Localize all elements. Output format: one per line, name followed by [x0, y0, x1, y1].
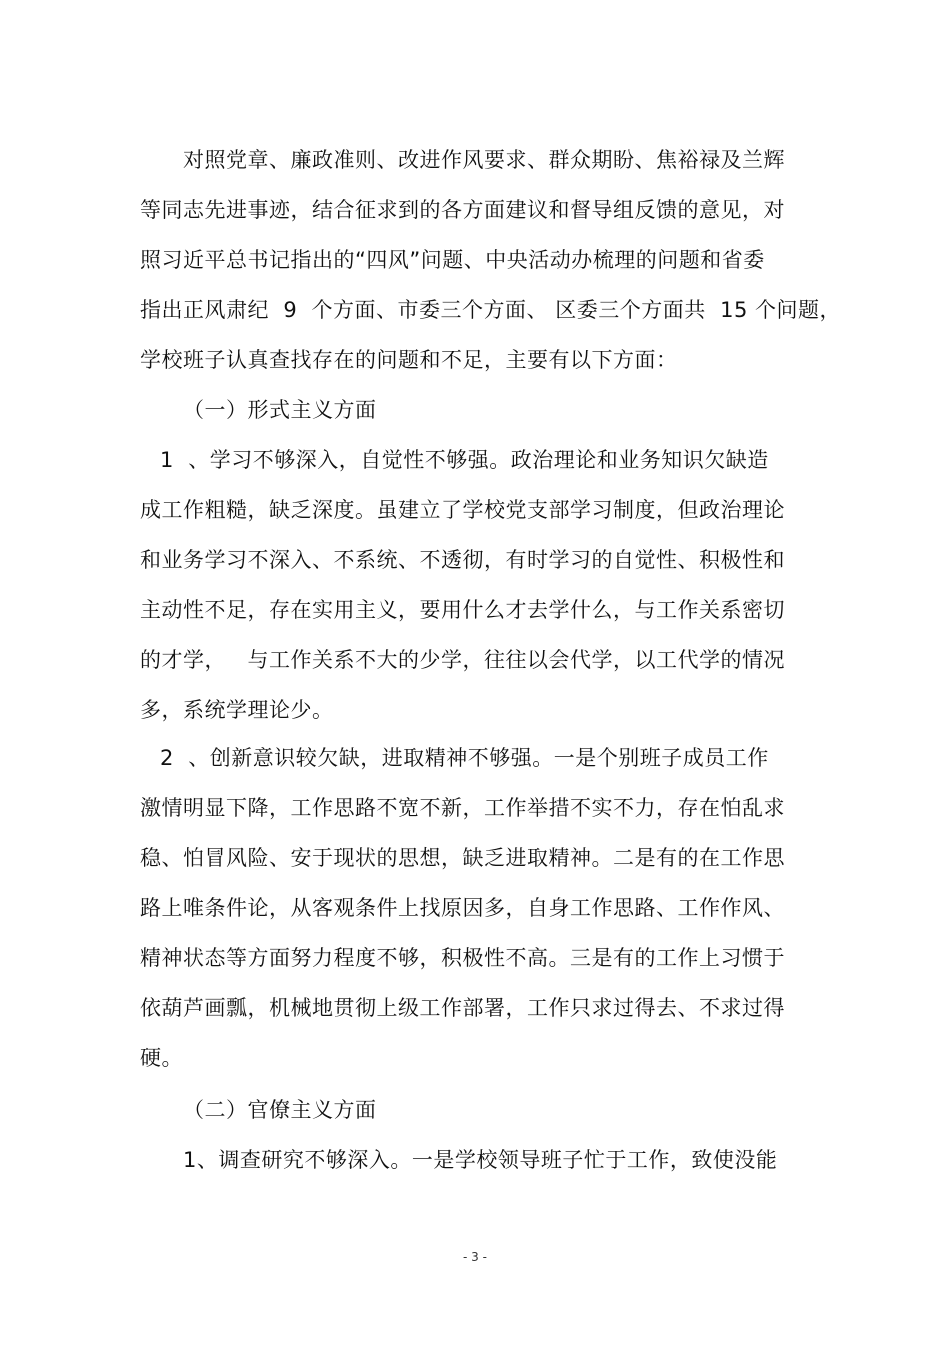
paragraph-line: 1、调查研究不够深入。一是学校领导班子忙于工作，致使没能: [183, 1148, 778, 1172]
paragraph-line: 主动性不足，存在实用主义，要用什么才去学什么，与工作关系密切: [140, 598, 785, 622]
paragraph-line: 指出正风肃纪 9 个方面、市委三个方面、 区委三个方面共 15 个问题，: [140, 298, 841, 322]
paragraph-line: 和业务学习不深入、不系统、不透彻，有时学习的自觉性、积极性和: [140, 548, 785, 572]
paragraph-line: 的才学， 与工作关系不大的少学，往往以会代学，以工代学的情况: [140, 648, 786, 672]
paragraph-line: 学校班子认真查找存在的问题和不足，主要有以下方面：: [140, 348, 678, 372]
paragraph-line: 对照党章、廉政准则、改进作风要求、群众期盼、焦裕禄及兰辉: [183, 148, 785, 172]
paragraph-line: 等同志先进事迹，结合征求到的各方面建议和督导组反馈的意见，对: [140, 198, 785, 222]
paragraph-line: 精神状态等方面努力程度不够，积极性不高。三是有的工作上习惯于: [140, 946, 785, 970]
paragraph-line: 稳、怕冒风险、安于现状的思想，缺乏进取精神。二是有的在工作思: [140, 846, 785, 870]
paragraph-line: 1 、学习不够深入，自觉性不够强。政治理论和业务知识欠缺造: [160, 448, 769, 472]
paragraph-line: 硬。: [140, 1046, 183, 1070]
paragraph-line: 照习近平总书记指出的“四风”问题、中央活动办梳理的问题和省委: [140, 248, 765, 272]
paragraph-line: 2 、创新意识较欠缺，进取精神不够强。一是个别班子成员工作: [160, 746, 769, 770]
section-heading: （二）官僚主义方面: [183, 1098, 377, 1122]
paragraph-line: 激情明显下降，工作思路不宽不新，工作举措不实不力，存在怕乱求: [140, 796, 785, 820]
paragraph-line: 依葫芦画瓢，机械地贯彻上级工作部署，工作只求过得去、不求过得: [140, 996, 785, 1020]
paragraph-line: 成工作粗糙，缺乏深度。虽建立了学校党支部学习制度，但政治理论: [140, 498, 785, 522]
paragraph-line: 路上唯条件论，从客观条件上找原因多，自身工作思路、工作作风、: [140, 896, 785, 920]
paragraph-line: 多，系统学理论少。: [140, 698, 334, 722]
page-number: - 3 -: [463, 1250, 487, 1264]
section-heading: （一）形式主义方面: [183, 398, 377, 422]
